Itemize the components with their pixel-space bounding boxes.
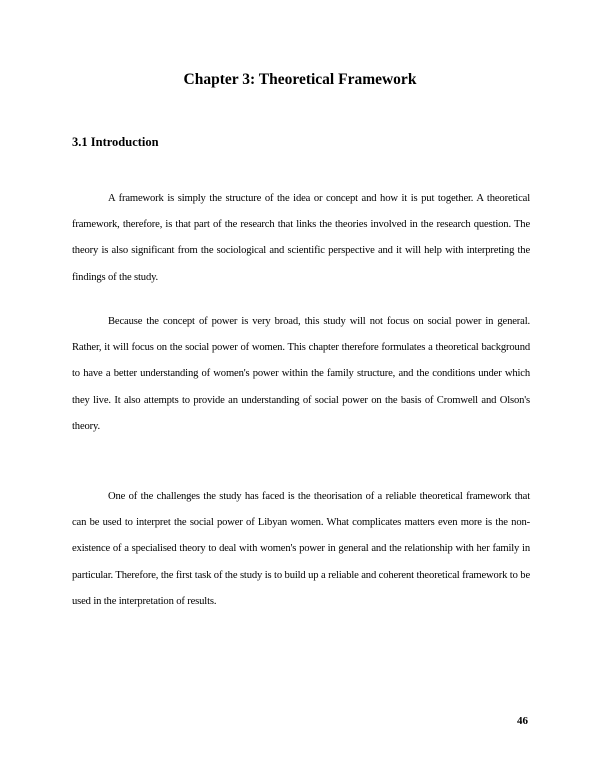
- paragraph-3: One of the challenges the study has faced is the theorisation of a reliable theoretical framework that can be used to interpret the social power of Libyan women. What complicates matters even more is the non-existence of a specialised theory to deal with women's power in general and the relationship with her family in particular. Therefore, the first task of the study is to build up a reliable and coherent theoretical framework to be used in the interpretation of results.: [72, 491, 530, 607]
- section-heading: 3.1 Introduction: [72, 135, 159, 149]
- paragraph-1: A framework is simply the structure of the idea or concept and how it is put together. A theoretical framework, therefore, is that part of the research that links the theories involved in the research question. The theory is also significant from the sociological and scientific perspective and it will help with interpreting the findings of the study.: [72, 193, 530, 283]
- paragraph-2: Because the concept of power is very broad, this study will not focus on social power in general. Rather, it will focus on the social power of women. This chapter therefore formulates a theoretical background to have a better understanding of women's power within the family structure, and the conditions under which they live. It also attempts to provide an understanding of social power on the basis of Cromwell and Olson's theory.: [72, 316, 530, 432]
- page-number: 46: [517, 715, 528, 727]
- chapter-title: Chapter 3: Theoretical Framework: [183, 71, 417, 88]
